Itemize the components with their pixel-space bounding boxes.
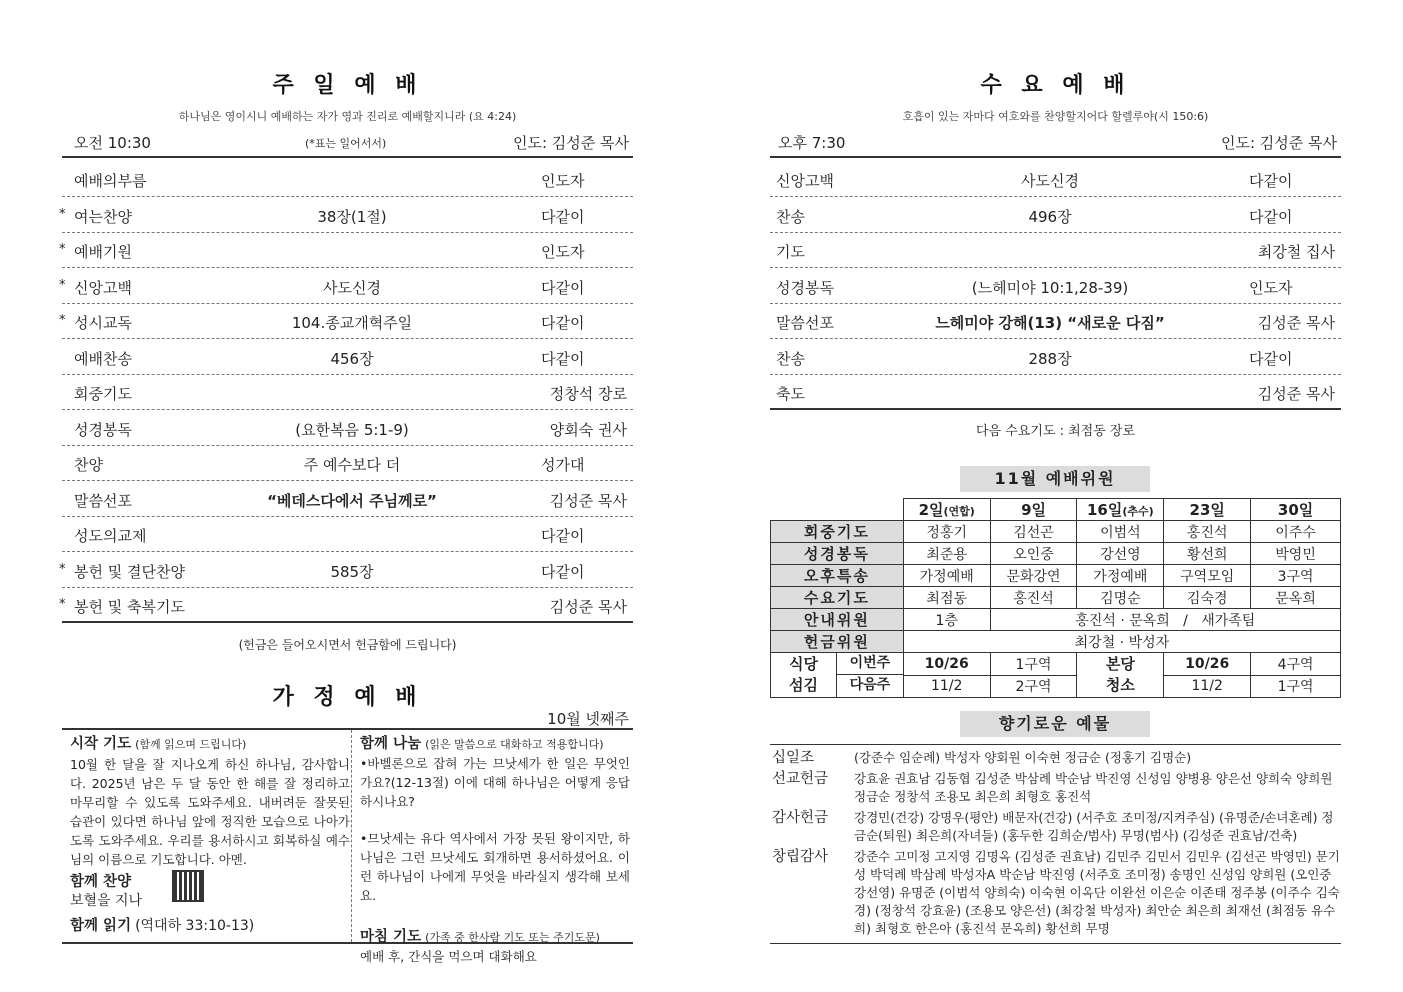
sunday-verse: 하나님은 영이시니 예배하는 자가 영과 진리로 예배할지니라 (요 4:24) <box>178 110 517 123</box>
meal-cell <box>771 653 904 698</box>
sunday-order-row <box>62 411 633 446</box>
order-content: (느헤미야 10:1,28-39) <box>971 278 1129 297</box>
meal-next: 2구역 <box>990 675 1077 698</box>
order-content: 사도신경 <box>323 278 381 297</box>
order-content: 496장 <box>1028 207 1072 226</box>
order-leader: 다같이 <box>541 349 585 368</box>
order-leader: 성가대 <box>541 456 585 474</box>
wednesday-time: 오후 7:30 <box>778 134 846 152</box>
order-name: 말씀선포 <box>74 491 132 510</box>
sunday-order-row <box>59 198 633 233</box>
order-content: 사도신경 <box>1021 172 1079 190</box>
duty-cell: 이범석 <box>1077 521 1164 543</box>
wednesday-title: 수 요 예 배 <box>980 73 1131 98</box>
closing-sub: (가족 중 한사람 기도 또는 주기도문) <box>425 931 600 944</box>
closing-title: 마침 기도 <box>360 929 422 945</box>
offering-row <box>770 749 1341 767</box>
duty-date-4: 23일 <box>1164 499 1251 521</box>
sunday-order-row <box>59 269 633 304</box>
duty-cell: 황선희 <box>1164 543 1251 565</box>
offering-names: (강준수 임순례) 박성자 양회원 이숙현 정금순 (정홍기 김명순) <box>854 750 1192 765</box>
offering-label: 감사헌금 <box>772 810 829 826</box>
qr-code-icon[interactable] <box>172 870 204 902</box>
meal-this-date: 10/26 <box>903 653 990 676</box>
order-name: 성도의교제 <box>74 527 147 545</box>
order-leader: 최강철 집사 <box>1257 243 1335 261</box>
duty-date-5: 30일 <box>1251 499 1341 521</box>
order-content: “베데스다에서 주님께로” <box>267 491 437 510</box>
sunday-order-row <box>59 553 633 588</box>
meal-this: 1구역 <box>990 653 1077 676</box>
duty-cell: 가정예배 <box>903 565 990 587</box>
next-wednesday-prayer: 다음 수요기도 : 최점동 장로 <box>975 424 1136 439</box>
clean-this-date: 10/26 <box>1164 653 1251 676</box>
order-name: 성시교독 <box>74 314 132 332</box>
order-name: 여는찬양 <box>74 207 132 226</box>
order-leader: 김성준 목사 <box>549 491 627 510</box>
duty-cell: 문옥희 <box>1251 587 1341 609</box>
order-leader: 다같이 <box>541 527 585 545</box>
offering-note: (헌금은 들어오시면서 헌금함에 드립니다) <box>238 638 457 652</box>
order-name: 봉헌 및 결단찬양 <box>74 562 185 581</box>
duty-row <box>771 543 1341 565</box>
clean-next: 1구역 <box>1251 675 1341 698</box>
duty-date-1: 2일(연합) <box>903 499 990 521</box>
order-name: 찬송 <box>776 207 805 226</box>
order-leader: 다같이 <box>541 562 585 581</box>
sunday-time-row <box>62 130 633 158</box>
offering-names: 강경민(건강) 강명우(평안) 배문자(건강) (서주호 조미정/지켜주심) (유명준/손녀혼례) 정금순(퇴원) 최은희(자녀들) (홍두한 김희순/범사) 무명(범사) (김성준 권효남/건축) <box>854 810 1334 843</box>
clean-label: 본당 청소 <box>1077 653 1164 698</box>
duty-cell: 이주수 <box>1251 521 1341 543</box>
praise-text: 보혈을 지나 <box>70 893 143 909</box>
family-title: 가 정 예 배 <box>272 685 423 710</box>
guide-label: 안내위원 <box>771 609 904 631</box>
order-content: (요한복음 5:1-9) <box>295 420 409 439</box>
order-leader: 다같이 <box>541 278 585 297</box>
sharing-title: 함께 나눔 <box>360 736 422 752</box>
opening-title: 시작 기도 <box>70 736 132 752</box>
family-left <box>70 734 350 936</box>
sharing-q1: •바벨론으로 잡혀 가는 므낫세가 한 일은 무엇인가요?(12-13절) 이에 대해 하나님은 어떻게 응답하시나요? <box>360 756 630 809</box>
duty-cell: 박영민 <box>1251 543 1341 565</box>
stand-marker: * <box>59 206 66 222</box>
closing-text: 예배 후, 간식을 먹으며 대화해요 <box>360 949 537 964</box>
order-name: 봉헌 및 축복기도 <box>74 598 185 616</box>
duty-cell: 최준용 <box>903 543 990 565</box>
duty-cell: 3구역 <box>1251 565 1341 587</box>
order-leader: 다같이 <box>541 207 585 226</box>
reading-title: 함께 읽기 <box>70 918 132 934</box>
praise-title: 함께 찬양 <box>70 874 132 890</box>
order-name: 신앙고백 <box>776 172 834 190</box>
sunday-order-row <box>59 233 633 268</box>
wednesday-order-row <box>770 375 1341 410</box>
reading-text: (역대하 33:10-13) <box>135 918 255 934</box>
sunday-order-row <box>62 340 633 375</box>
duty-cell: 김숙경 <box>1164 587 1251 609</box>
order-leader: 다같이 <box>1249 207 1293 226</box>
order-name: 신앙고백 <box>74 278 132 297</box>
order-leader: 김성준 목사 <box>1257 314 1335 332</box>
order-leader: 김성준 목사 <box>549 598 627 616</box>
sunday-stand-note: (*표는 일어서서) <box>305 137 387 150</box>
duty-cell: 홍진석 <box>1164 521 1251 543</box>
sunday-time: 오전 10:30 <box>74 134 151 152</box>
family-right <box>360 734 630 966</box>
wednesday-order-row <box>770 304 1341 339</box>
offering-label: 헌금위원 <box>771 631 904 653</box>
order-leader: 김성준 목사 <box>1257 385 1335 403</box>
order-name: 축도 <box>776 385 805 403</box>
order-name: 예배찬송 <box>74 349 132 368</box>
duty-cell: 문화강연 <box>990 565 1077 587</box>
sunday-order-row <box>62 517 633 552</box>
meal-label-1: 식당 <box>789 655 818 673</box>
duty-row <box>771 521 1341 543</box>
wednesday-leader: 인도: 김성준 목사 <box>1220 134 1337 152</box>
sunday-order-row <box>62 482 633 517</box>
meal-next-date: 11/2 <box>903 675 990 698</box>
duty-row <box>771 587 1341 609</box>
guide-people: 홍진석 · 문옥희 / 새가족팀 <box>990 609 1340 631</box>
offering-row <box>770 848 1341 938</box>
wednesday-verse: 호흡이 있는 자마다 여호와를 찬양할지어다 할렐루야(시 150:6) <box>902 110 1209 123</box>
sunday-order-row <box>59 588 633 623</box>
duty-title: 11월 예배위원 <box>960 466 1150 492</box>
order-leader: 다같이 <box>541 314 585 332</box>
order-name: 예배의부름 <box>74 172 147 190</box>
order-content: 288장 <box>1028 349 1072 368</box>
order-name: 성경봉독 <box>776 278 834 297</box>
stand-marker: * <box>59 597 66 612</box>
sharing-q2: •므낫세는 유다 역사에서 가장 못된 왕이지만, 하나님은 그런 므낫세도 회개하면 용서하셨어요. 이런 하나님이 나에게 무엇을 바라실지 생각해 보세요. <box>360 831 630 903</box>
offering-row <box>770 770 1341 806</box>
sunday-order-row <box>62 375 633 410</box>
offerings-list <box>770 744 1341 944</box>
offerings-title: 향기로운 예물 <box>960 711 1150 737</box>
offering-label: 창립감사 <box>772 849 829 865</box>
duty-cell: 최점동 <box>903 587 990 609</box>
meal-this-week: 이번주 <box>837 653 903 675</box>
duty-cell: 정홍기 <box>903 521 990 543</box>
duty-row-label: 수요기도 <box>771 587 904 609</box>
family-week: 10월 넷째주 <box>547 710 629 728</box>
offering-names: 강준수 고미정 고지영 김명옥 (김성준 권효남) 김민주 김민서 김민우 (김선곤 박영민) 문기성 박덕례 박삼례 박성자A 박순남 박진영 (서주호 조미정) 송명인 신성임 양희원 (오인중 강선영) 유명준 (이범석 양희숙) 이숙현 이옥단 이완선 이은순 이존태 정주봉 (이주수 김숙경) (정창석 강효윤) (조용모 양은선) (최강철 박성자) 최안순 최은희 최재선 (최점동 유수희) 최형호 한은아 (홍진석 문옥희) 황선희 무명 <box>854 849 1340 936</box>
duty-date-2: 9일 <box>990 499 1077 521</box>
duty-row-label: 오후특송 <box>771 565 904 587</box>
sunday-order-row <box>62 446 633 481</box>
order-leader: 인도자 <box>541 172 585 190</box>
offering-row <box>770 809 1341 845</box>
order-name: 찬송 <box>776 349 805 368</box>
clean-next-date: 11/2 <box>1164 675 1251 698</box>
order-content: 주 예수보다 더 <box>303 456 401 474</box>
order-name: 기도 <box>776 243 805 261</box>
duty-table <box>770 498 1341 698</box>
duty-cell: 김선곤 <box>990 521 1077 543</box>
guide-floor: 1층 <box>903 609 990 631</box>
wednesday-order-row <box>770 162 1341 197</box>
order-content: 느헤미야 강해(13) “새로운 다짐” <box>935 314 1165 332</box>
order-leader: 정창석 장로 <box>549 385 627 403</box>
wednesday-order-row <box>770 340 1341 375</box>
order-content: 585장 <box>330 562 374 581</box>
duty-row-label: 성경봉독 <box>771 543 904 565</box>
order-leader: 양회숙 권사 <box>549 420 627 439</box>
stand-marker: * <box>59 561 66 577</box>
wednesday-order-row <box>770 198 1341 233</box>
duty-corner <box>771 499 904 521</box>
order-content: 104.종교개혁주일 <box>291 314 413 332</box>
sunday-leader: 인도: 김성준 목사 <box>512 134 629 152</box>
offering-names: 강효윤 권효남 김동협 김성준 박삼례 박순남 박진영 신성임 양병용 양은선 양희숙 양희원 정금순 정창석 조용모 최은희 최형호 홍진석 <box>854 771 1333 804</box>
duty-cell: 김명순 <box>1077 587 1164 609</box>
offering-label: 선교헌금 <box>772 771 829 787</box>
family-box <box>62 728 633 964</box>
stand-marker: * <box>59 242 66 257</box>
order-content: 38장(1절) <box>317 207 387 226</box>
stand-marker: * <box>59 277 66 293</box>
duty-row <box>771 565 1341 587</box>
meal-label-2: 섬김 <box>789 676 818 694</box>
offering-people: 최강철 · 박성자 <box>903 631 1340 653</box>
sunday-title: 주 일 예 배 <box>272 73 423 98</box>
meal-next-week: 다음주 <box>849 677 891 693</box>
duty-cell: 구역모임 <box>1164 565 1251 587</box>
duty-cell: 가정예배 <box>1077 565 1164 587</box>
order-leader: 인도자 <box>1249 278 1293 297</box>
order-leader: 다같이 <box>1249 349 1293 368</box>
wednesday-order-row <box>770 233 1341 268</box>
order-name: 예배기원 <box>74 243 132 261</box>
duty-cell: 강선영 <box>1077 543 1164 565</box>
order-leader: 인도자 <box>541 243 585 261</box>
stand-marker: * <box>59 313 66 328</box>
opening-text: 10월 한 달을 잘 지나오게 하신 하나님, 감사합니다. 2025년 남은 두 달 동안 한 해를 잘 정리하고 마무리할 수 있도록 도와주세요. 내버려둔 잘못된 습관이 있다면 하나님 앞에 정직한 모습으로 나아가도록 도와주세요. 우리를 용서하시고 회복하실 예수님의 이름으로 기도합니다. 아멘. <box>70 757 350 867</box>
order-name: 말씀선포 <box>776 314 834 332</box>
sunday-order-row <box>59 304 633 339</box>
duty-cell: 오인중 <box>990 543 1077 565</box>
duty-cell: 홍진석 <box>990 587 1077 609</box>
sunday-order-row <box>62 162 633 197</box>
wednesday-time-row <box>770 130 1341 158</box>
clean-this: 4구역 <box>1251 653 1341 676</box>
sharing-sub: (읽은 말씀으로 대화하고 적용합니다) <box>425 738 604 751</box>
duty-row-label: 회중기도 <box>771 521 904 543</box>
duty-date-3: 16일(추수) <box>1077 499 1164 521</box>
opening-sub: (함께 읽으며 드립니다) <box>135 738 247 751</box>
offering-label: 십일조 <box>772 750 815 766</box>
order-name: 찬양 <box>74 456 103 474</box>
family-divider <box>351 730 352 942</box>
order-name: 성경봉독 <box>74 420 132 439</box>
wednesday-order-row <box>770 269 1341 304</box>
order-name: 회중기도 <box>74 385 132 403</box>
order-content: 456장 <box>330 349 374 368</box>
order-leader: 다같이 <box>1249 172 1293 190</box>
